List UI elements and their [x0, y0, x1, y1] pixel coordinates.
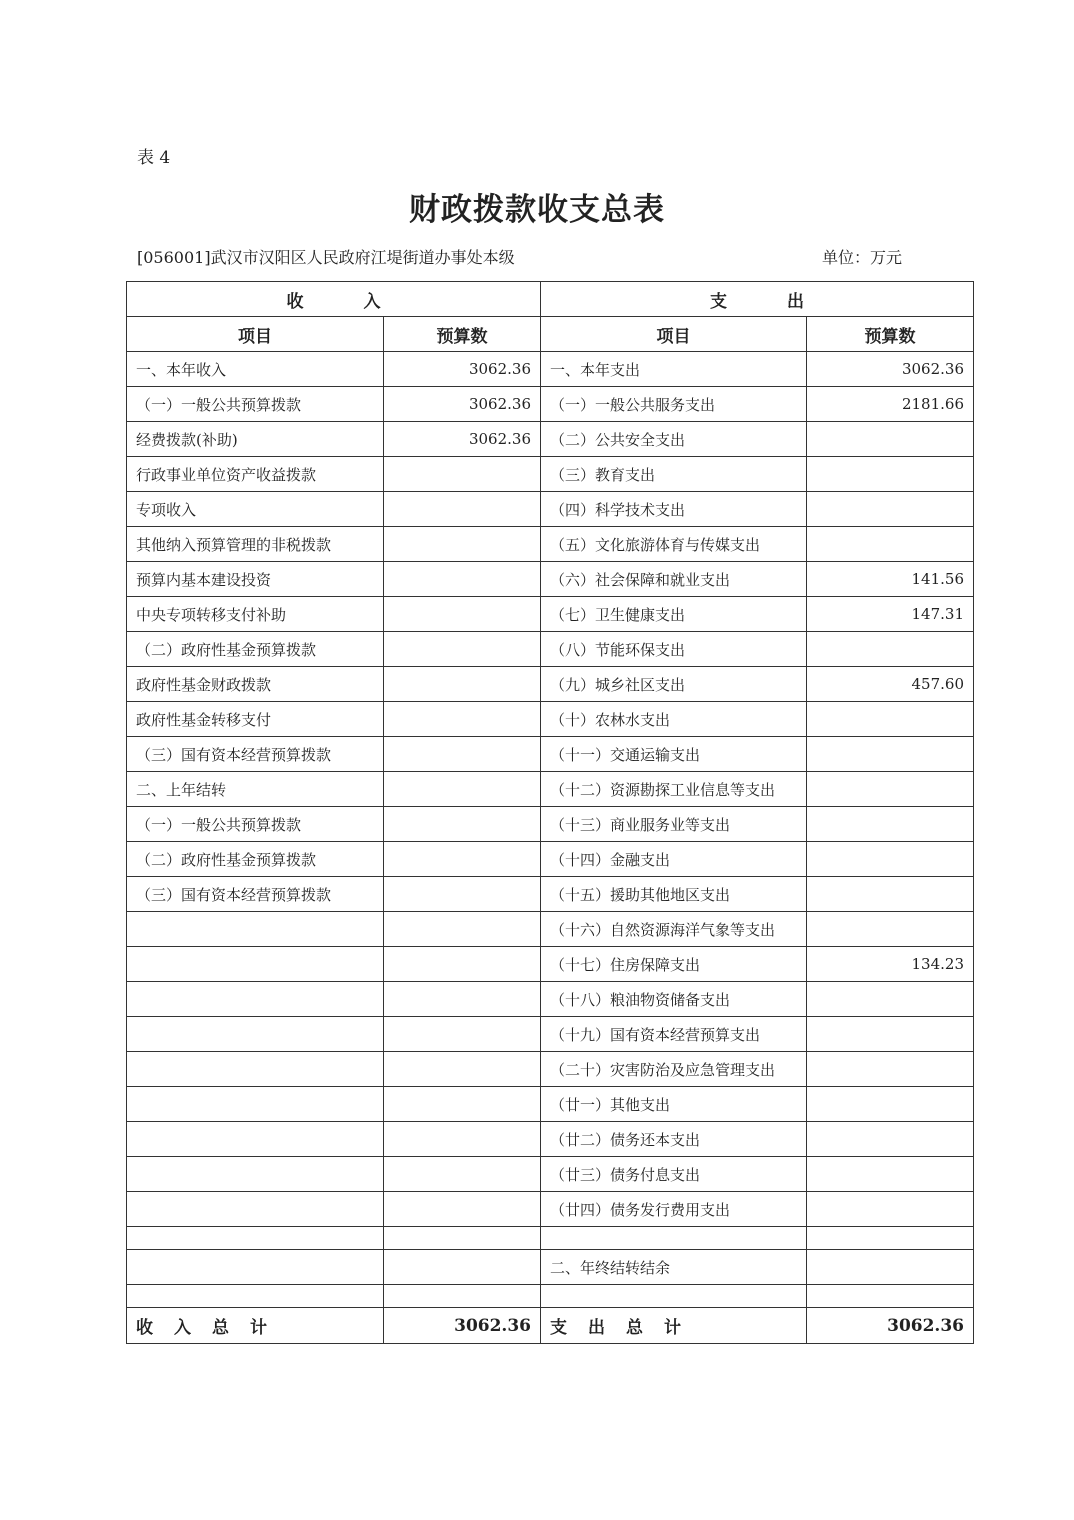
budget-table	[126, 281, 974, 1344]
income-budget-cell	[384, 527, 541, 562]
expense-item-cell: （六）社会保障和就业支出	[541, 562, 807, 597]
table-row	[127, 1087, 974, 1122]
table-row	[127, 632, 974, 667]
table-row	[127, 527, 974, 562]
table-row	[127, 387, 974, 422]
income-budget-column-header: 预算数	[384, 317, 541, 352]
expense-budget-cell: 141.56	[807, 562, 974, 597]
expense-item-cell: （八）节能环保支出	[541, 632, 807, 667]
expense-budget-cell	[807, 1017, 974, 1052]
page-title: 财政拨款收支总表	[409, 192, 665, 228]
expense-budget-cell	[807, 1087, 974, 1122]
income-budget-cell	[384, 1122, 541, 1157]
unit-label: 单位：万元	[822, 248, 903, 267]
income-item-cell: （一）一般公共预算拨款	[127, 807, 384, 842]
income-item-cell: 中央专项转移支付补助	[127, 597, 384, 632]
table-row	[127, 1157, 974, 1192]
income-item-cell: 二、上年结转	[127, 772, 384, 807]
table-row	[127, 352, 974, 387]
income-item-cell: （二）政府性基金预算拨款	[127, 842, 384, 877]
income-budget-cell	[384, 842, 541, 877]
expense-budget-cell: 134.23	[807, 947, 974, 982]
expense-item-cell: （十九）国有资本经营预算支出	[541, 1017, 807, 1052]
income-budget-cell	[384, 1285, 541, 1308]
income-item-cell	[127, 1227, 384, 1250]
expense-item-cell: （十八）粮油物资储备支出	[541, 982, 807, 1017]
table-row	[127, 1052, 974, 1087]
table-row	[127, 702, 974, 737]
table-row	[127, 1017, 974, 1052]
table-row	[127, 842, 974, 877]
income-item-cell: 一、本年收入	[127, 352, 384, 387]
expense-item-cell: （十三）商业服务业等支出	[541, 807, 807, 842]
expense-item-cell: （十二）资源勘探工业信息等支出	[541, 772, 807, 807]
expense-item-cell: （五）文化旅游体育与传媒支出	[541, 527, 807, 562]
income-budget-cell	[384, 1192, 541, 1227]
income-item-cell: （三）国有资本经营预算拨款	[127, 737, 384, 772]
expense-budget-column-header: 预算数	[807, 317, 974, 352]
income-item-cell: （二）政府性基金预算拨款	[127, 632, 384, 667]
income-budget-cell	[384, 947, 541, 982]
income-budget-cell	[384, 982, 541, 1017]
expense-budget-cell	[807, 1157, 974, 1192]
table-row	[127, 597, 974, 632]
income-budget-cell	[384, 597, 541, 632]
expense-budget-cell	[807, 1052, 974, 1087]
income-item-cell	[127, 1250, 384, 1285]
table-row	[127, 737, 974, 772]
income-budget-cell	[384, 1052, 541, 1087]
expense-total-value: 3062.36	[807, 1308, 974, 1344]
income-budget-cell	[384, 877, 541, 912]
expense-budget-cell	[807, 982, 974, 1017]
income-item-column-header: 项目	[127, 317, 384, 352]
expense-budget-cell	[807, 737, 974, 772]
table-row	[127, 912, 974, 947]
income-item-cell	[127, 1122, 384, 1157]
income-budget-cell	[384, 492, 541, 527]
expense-item-cell: （廿二）债务还本支出	[541, 1122, 807, 1157]
expense-budget-cell	[807, 807, 974, 842]
income-total-label: 收入总计	[127, 1308, 384, 1344]
expense-budget-cell	[807, 492, 974, 527]
income-budget-cell	[384, 1227, 541, 1250]
expense-budget-cell	[807, 912, 974, 947]
table-row	[127, 422, 974, 457]
income-item-cell: 政府性基金财政拨款	[127, 667, 384, 702]
expense-budget-cell: 457.60	[807, 667, 974, 702]
expense-budget-cell	[807, 422, 974, 457]
table-row	[127, 1250, 974, 1285]
expense-budget-cell	[807, 702, 974, 737]
expense-budget-cell	[807, 1122, 974, 1157]
table-row	[127, 947, 974, 982]
expense-budget-cell	[807, 1285, 974, 1308]
income-budget-cell: 3062.36	[384, 352, 541, 387]
budget-table-body	[127, 282, 974, 1344]
expense-budget-cell	[807, 877, 974, 912]
income-header: 收入	[127, 282, 541, 317]
income-item-cell: 政府性基金转移支付	[127, 702, 384, 737]
expense-item-cell: （七）卫生健康支出	[541, 597, 807, 632]
expense-item-cell: （十一）交通运输支出	[541, 737, 807, 772]
expense-item-cell: （九）城乡社区支出	[541, 667, 807, 702]
table-row	[127, 877, 974, 912]
expense-budget-cell: 147.31	[807, 597, 974, 632]
expense-item-cell: （三）教育支出	[541, 457, 807, 492]
income-item-cell	[127, 1087, 384, 1122]
income-item-cell	[127, 1285, 384, 1308]
income-item-cell	[127, 982, 384, 1017]
income-budget-cell	[384, 772, 541, 807]
table-row	[127, 772, 974, 807]
table-row	[127, 807, 974, 842]
expense-item-cell: 一、本年支出	[541, 352, 807, 387]
expense-item-cell: （十四）金融支出	[541, 842, 807, 877]
income-total-value: 3062.36	[384, 1308, 541, 1344]
expense-item-cell: （十六）自然资源海洋气象等支出	[541, 912, 807, 947]
income-item-cell: 经费拨款(补助)	[127, 422, 384, 457]
income-budget-cell	[384, 912, 541, 947]
expense-budget-cell	[807, 1250, 974, 1285]
income-budget-cell	[384, 1017, 541, 1052]
expense-item-cell: （廿一）其他支出	[541, 1087, 807, 1122]
income-item-cell: 专项收入	[127, 492, 384, 527]
expense-item-cell: （十五）援助其他地区支出	[541, 877, 807, 912]
income-budget-cell	[384, 702, 541, 737]
expense-total-label: 支出总计	[541, 1308, 807, 1344]
income-budget-cell	[384, 807, 541, 842]
expense-item-cell: （二）公共安全支出	[541, 422, 807, 457]
income-budget-cell	[384, 562, 541, 597]
expense-item-cell: （一）一般公共服务支出	[541, 387, 807, 422]
expense-item-cell	[541, 1227, 807, 1250]
table-row	[127, 492, 974, 527]
expense-budget-cell	[807, 1192, 974, 1227]
expense-item-cell: （十七）住房保障支出	[541, 947, 807, 982]
income-budget-cell	[384, 667, 541, 702]
expense-header: 支出	[541, 282, 974, 317]
expense-budget-cell	[807, 457, 974, 492]
expense-budget-cell: 3062.36	[807, 352, 974, 387]
income-item-cell	[127, 1157, 384, 1192]
table-row	[127, 1192, 974, 1227]
income-budget-cell	[384, 1250, 541, 1285]
table-row	[127, 1227, 974, 1250]
income-item-cell	[127, 947, 384, 982]
income-item-cell: 其他纳入预算管理的非税拨款	[127, 527, 384, 562]
expense-item-cell: （廿三）债务付息支出	[541, 1157, 807, 1192]
section-header-row	[127, 282, 974, 317]
table-row	[127, 1122, 974, 1157]
expense-item-cell	[541, 1285, 807, 1308]
expense-item-column-header: 项目	[541, 317, 807, 352]
expense-budget-cell: 2181.66	[807, 387, 974, 422]
expense-item-cell: （四）科学技术支出	[541, 492, 807, 527]
income-item-cell	[127, 1192, 384, 1227]
income-item-cell	[127, 912, 384, 947]
expense-budget-cell	[807, 632, 974, 667]
income-budget-cell: 3062.36	[384, 422, 541, 457]
expense-item-cell: （十）农林水支出	[541, 702, 807, 737]
income-item-cell: （一）一般公共预算拨款	[127, 387, 384, 422]
table-row	[127, 562, 974, 597]
income-item-cell: （三）国有资本经营预算拨款	[127, 877, 384, 912]
income-budget-cell	[384, 457, 541, 492]
expense-budget-cell	[807, 527, 974, 562]
income-item-cell	[127, 1052, 384, 1087]
column-header-row	[127, 317, 974, 352]
table-row	[127, 1285, 974, 1308]
income-item-cell: 行政事业单位资产收益拨款	[127, 457, 384, 492]
income-budget-cell: 3062.36	[384, 387, 541, 422]
expense-budget-cell	[807, 1227, 974, 1250]
expense-item-cell: （二十）灾害防治及应急管理支出	[541, 1052, 807, 1087]
income-budget-cell	[384, 1087, 541, 1122]
income-budget-cell	[384, 632, 541, 667]
table-row	[127, 457, 974, 492]
income-budget-cell	[384, 1157, 541, 1192]
organization-name: [056001]武汉市汉阳区人民政府江堤街道办事处本级	[137, 248, 515, 267]
income-item-cell: 预算内基本建设投资	[127, 562, 384, 597]
income-item-cell	[127, 1017, 384, 1052]
expense-item-cell: 二、年终结转结余	[541, 1250, 807, 1285]
expense-budget-cell	[807, 842, 974, 877]
expense-budget-cell	[807, 772, 974, 807]
table-row	[127, 982, 974, 1017]
total-row	[127, 1308, 974, 1344]
income-budget-cell	[384, 737, 541, 772]
expense-item-cell: （廿四）债务发行费用支出	[541, 1192, 807, 1227]
table-row	[127, 667, 974, 702]
table-number-label: 表 4	[137, 148, 171, 168]
